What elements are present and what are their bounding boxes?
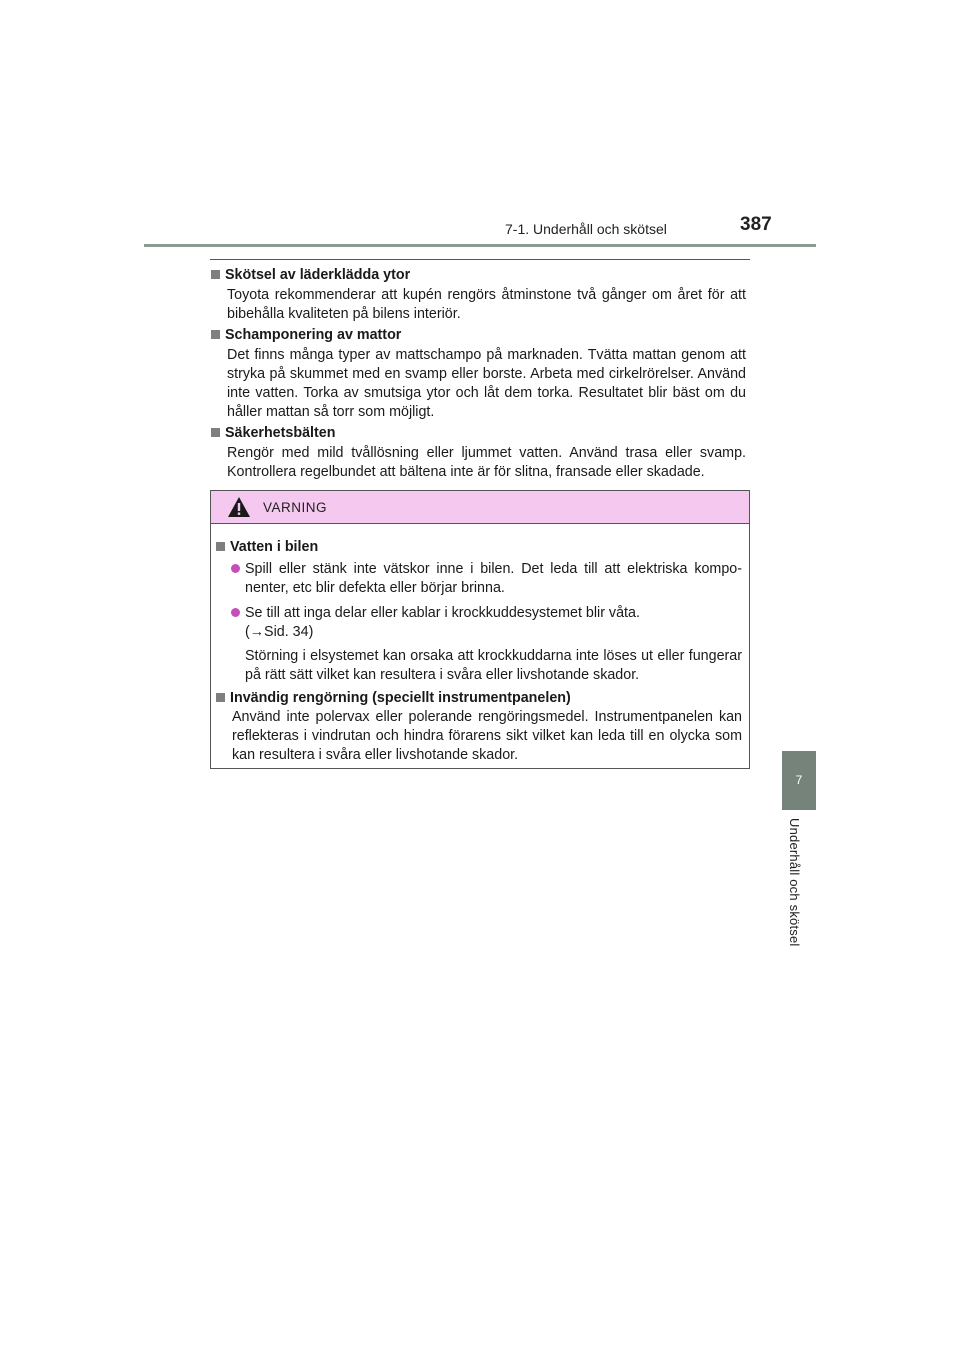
- warning-box: [210, 490, 750, 769]
- square-bullet-icon: [211, 428, 220, 437]
- warning-group-body: Använd inte polervax eller polerande rengöringsmedel. Instrumentpanelen kan reflekteras i vindrutan och hindra förarens sikt vilket kan leda till en olycka som kan resultera i svåra eller livshotande skador.: [232, 709, 742, 763]
- page-number: 387: [740, 214, 772, 235]
- warning-group-heading: Invändig rengörning (speciellt instrumentpanelen): [216, 689, 742, 708]
- content-rule: [210, 259, 750, 260]
- chapter-number: 7: [795, 773, 803, 787]
- section-body: Det finns många typer av mattschampo på marknaden. Tvätta mattan genom att stryka på skummet med en svamp eller borste. Arbeta med cirkelrörelser. Använd inte vatten. Torka av smutsiga ytor och låt dem torka. Resultatet blir bäst om du håller mattan så torr som möjligt.: [227, 347, 746, 420]
- section-leather: [211, 266, 746, 323]
- warning-header: [211, 491, 749, 524]
- warning-content: [211, 524, 749, 765]
- section-heading: Skötsel av läderklädda ytor: [225, 267, 411, 283]
- section-heading: Säkerhetsbälten: [225, 425, 336, 442]
- page-reference: (→Sid. 34): [245, 624, 314, 641]
- header-rule: [144, 244, 816, 247]
- section-heading: Schamponering av mattor: [225, 327, 402, 344]
- section-body: Toyota rekommenderar att kupén rengörs åtminstone två gånger om året för att bibehålla kvaliteten på bilens interiör.: [227, 286, 746, 322]
- warning-bullet: Se till att inga delar eller kablar i krockkuddesystemet blir våta. (→Sid. 34) Störning i elsystemet kan orsaka att krockkuddarna inte löses ut eller fungerar på rätt sätt vilket kan resultera i svåra eller livshotande skador.: [231, 604, 742, 684]
- section-seatbelts: [211, 424, 746, 481]
- header-section-title: 7-1. Underhåll och skötsel: [505, 221, 667, 237]
- square-bullet-icon: [211, 330, 220, 339]
- warning-bullet: Spill eller stänk inte vätskor inne i bilen. Det leda till att elektriska kompo-nenter, etc blir defekta eller börjar brinna.: [231, 560, 742, 598]
- section-body: Rengör med mild tvållösning eller ljummet vatten. Använd trasa eller svamp. Kontrollera regelbundet att bältena inte är för slitna, fransade eller skadade.: [227, 445, 746, 480]
- chapter-label: Underhåll och skötsel: [787, 818, 802, 947]
- chapter-tab: [782, 751, 816, 810]
- circle-bullet-icon: [231, 564, 240, 573]
- square-bullet-icon: [216, 542, 225, 551]
- circle-bullet-icon: [231, 608, 240, 617]
- warning-group-heading: Vatten i bilen: [216, 538, 742, 557]
- warning-triangle-icon: [227, 496, 251, 518]
- main-content: [211, 266, 746, 485]
- warning-title: VARNING: [263, 500, 328, 515]
- square-bullet-icon: [211, 270, 220, 279]
- section-carpet: [211, 326, 746, 421]
- square-bullet-icon: [216, 693, 225, 702]
